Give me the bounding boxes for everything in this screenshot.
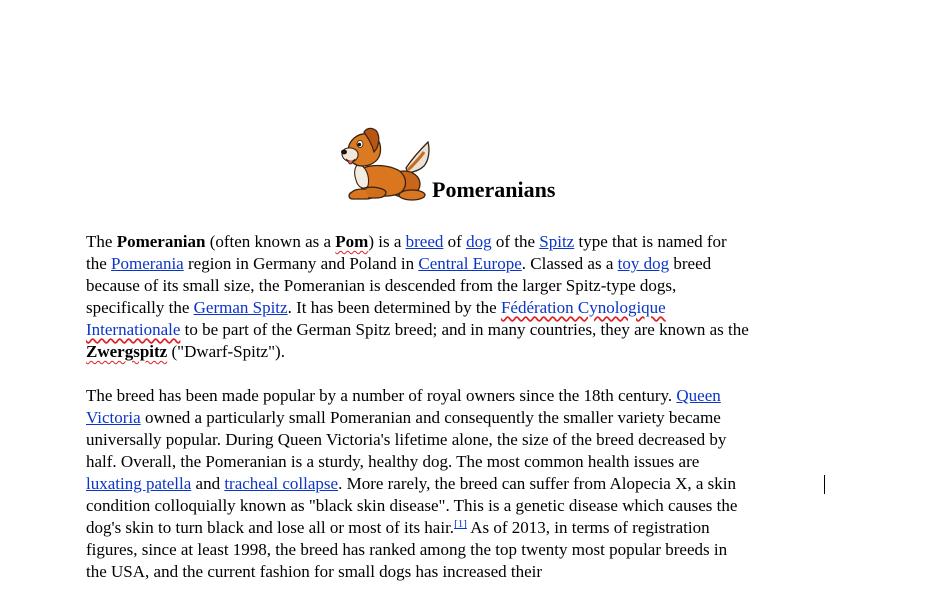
link-breed[interactable]: breed: [405, 232, 444, 251]
link-queen-victoria[interactable]: Queen: [676, 386, 721, 405]
link-tracheal-collapse[interactable]: tracheal collapse: [224, 474, 339, 493]
text-line: Victoria owned a particularly small Pomeranian and consequently the smaller variety became: [86, 408, 721, 427]
link-luxating-patella[interactable]: luxating patella: [86, 474, 192, 493]
link-queen-victoria-continued[interactable]: Victoria: [86, 408, 141, 427]
footnote-link-1[interactable]: [1]: [454, 518, 467, 530]
text-line: The breed has been made popular by a number of royal owners since the 18th century. Queen: [86, 386, 721, 405]
text-line: dog's skin to turn black and lose all or most of its hair.[1] As of 2013, in terms of registration: [86, 518, 710, 537]
link-german-spitz[interactable]: German Spitz: [193, 298, 288, 317]
link-fci-continued[interactable]: Internationale: [86, 320, 181, 339]
text-line: The Pomeranian (often known as a Pom) is a breed of dog of the Spitz type that is named for: [86, 232, 727, 251]
link-toy-dog[interactable]: toy dog: [617, 254, 670, 273]
title-block: [340, 126, 740, 206]
text-line: universally popular. During Queen Victoria's lifetime alone, the size of the breed decreased by: [86, 430, 727, 449]
link-fci[interactable]: Fédération Cynologique: [500, 298, 666, 317]
link-pomerania[interactable]: Pomerania: [111, 254, 184, 273]
document-title: Pomeranians: [432, 177, 556, 202]
text-line: condition colloquially known as "black skin disease". This is a genetic disease which causes the: [86, 496, 738, 515]
text-cursor: [824, 475, 825, 494]
paragraph-intro: [86, 231, 842, 363]
text-line: Internationale to be part of the German Spitz breed; and in many countries, they are known as the: [86, 320, 749, 339]
text-line: because of its small size, the Pomeranian is descended from the larger Spitz-type dogs,: [86, 276, 677, 295]
text-line: the Pomerania region in Germany and Poland in Central Europe. Classed as a toy dog breed: [86, 254, 712, 273]
link-central-europe[interactable]: Central Europe: [418, 254, 522, 273]
text-line: half. Overall, the Pomeranian is a sturdy, healthy dog. The most common health issues are: [86, 452, 700, 471]
text-line: figures, since at least 1998, the breed has ranked among the top twenty most popular breeds in: [86, 540, 728, 559]
text-line: luxating patella and tracheal collapse. More rarely, the breed can suffer from Alopecia X, a skin: [86, 474, 737, 493]
link-dog[interactable]: dog: [466, 232, 492, 251]
cartoon-dog-icon: [340, 126, 435, 202]
link-spitz[interactable]: Spitz: [539, 232, 575, 251]
text-line: the USA, and the current fashion for small dogs has increased their: [86, 562, 543, 581]
paragraph-history: [86, 385, 842, 583]
text-line: specifically the German Spitz. It has been determined by the Fédération Cynologique: [86, 298, 666, 317]
text-line: Zwergspitz ("Dwarf-Spitz").: [86, 342, 285, 361]
